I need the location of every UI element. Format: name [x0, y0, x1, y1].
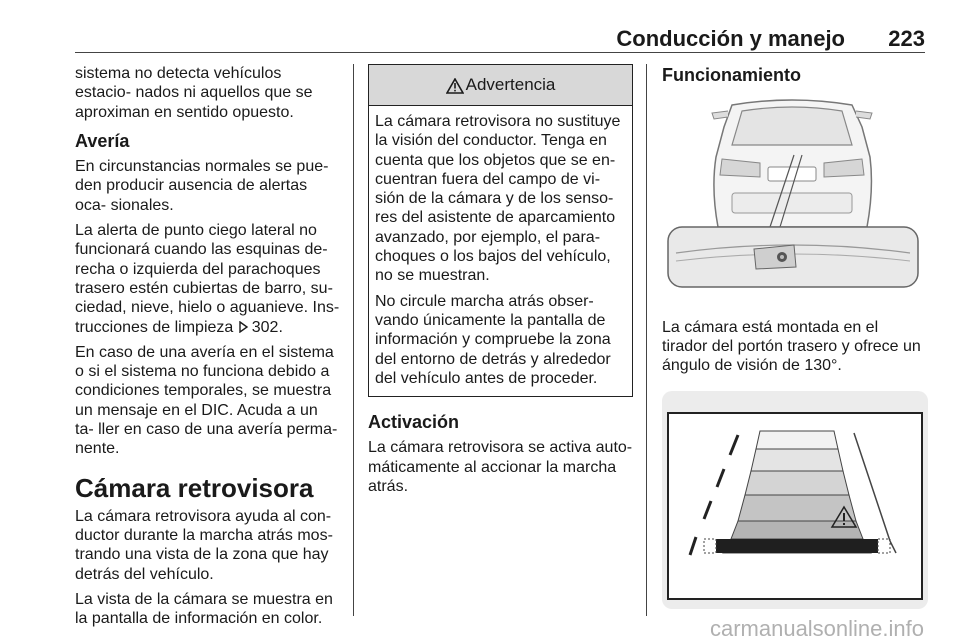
heading-activacion: Activación	[368, 412, 460, 433]
heading-camara: Cámara retrovisora	[75, 472, 314, 503]
page-number: 223	[888, 26, 925, 51]
paragraph: En caso de una avería en el sistema o si el sistema no funciona debido a condiciones temporales, se muestra un mensaje en el DIC. Acuda a un ta- ller en caso de una avería perma- nente.	[75, 343, 338, 458]
paragraph	[75, 221, 340, 337]
paragraph-text: La alerta de punto ciego lateral no funcionará cuando las esquinas de- recha o izquierda del parachoques trasero estén cubiertas de barro, su- ciedad, nieve, hielo o aguanieve. Ins- trucciones de limpieza	[75, 222, 340, 336]
heading-averia: Avería	[75, 130, 130, 151]
warning-box	[368, 64, 633, 397]
paragraph: La cámara retrovisora se activa auto- máticamente al accionar la marcha atrás.	[368, 439, 633, 496]
warning-title: Advertencia	[465, 75, 556, 94]
camera-display-illustration	[662, 391, 928, 609]
column-right	[662, 64, 927, 615]
camera-location-illustration	[662, 97, 924, 302]
paragraph: La cámara retrovisora no sustituye la visión del conductor. Tenga en cuenta que los objetos que se en- cuentran fuera del campo de vi- sión de la cámara y de los senso- res del asistente de aparcamiento avanzado, por ejemplo, el para- choques o los bajos del vehículo, no se muestran.	[375, 113, 621, 285]
column-divider	[353, 64, 354, 616]
paragraph: sistema no detecta vehículos estacio- nados ni aquellos que se aproximan en sentido opuesto.	[75, 65, 313, 121]
warning-body	[369, 106, 632, 396]
column-left	[75, 64, 340, 634]
warning-header	[369, 65, 632, 106]
paragraph: La cámara está montada en el tirador del portón trasero y ofrece un ángulo de visión de 130°.	[662, 318, 921, 375]
paragraph: La cámara retrovisora ayuda al con- ductor durante la marcha atrás mos- trando una vista de la zona que hay detrás del vehículo.	[75, 507, 333, 583]
heading-funcionamiento: Funcionamiento	[662, 65, 801, 85]
paragraph: No circule marcha atrás obser- vando únicamente la pantalla de información y compruebe la zona del entorno de detrás y alrededor del vehículo antes de proceder.	[375, 292, 611, 387]
column-divider	[646, 64, 647, 616]
chapter-title: Conducción y manejo	[616, 26, 845, 51]
page-ref[interactable]: 302.	[251, 318, 283, 336]
warning-icon	[446, 78, 464, 94]
page-ref-icon	[238, 321, 249, 333]
watermark: carmanualsonline.info	[709, 616, 924, 641]
page-header	[75, 26, 925, 53]
paragraph: La vista de la cámara se muestra en la pantalla de información en color.	[75, 590, 333, 628]
paragraph: En circunstancias normales se pue- den producir ausencia de alertas oca- sionales.	[75, 158, 329, 214]
column-middle	[368, 64, 633, 502]
